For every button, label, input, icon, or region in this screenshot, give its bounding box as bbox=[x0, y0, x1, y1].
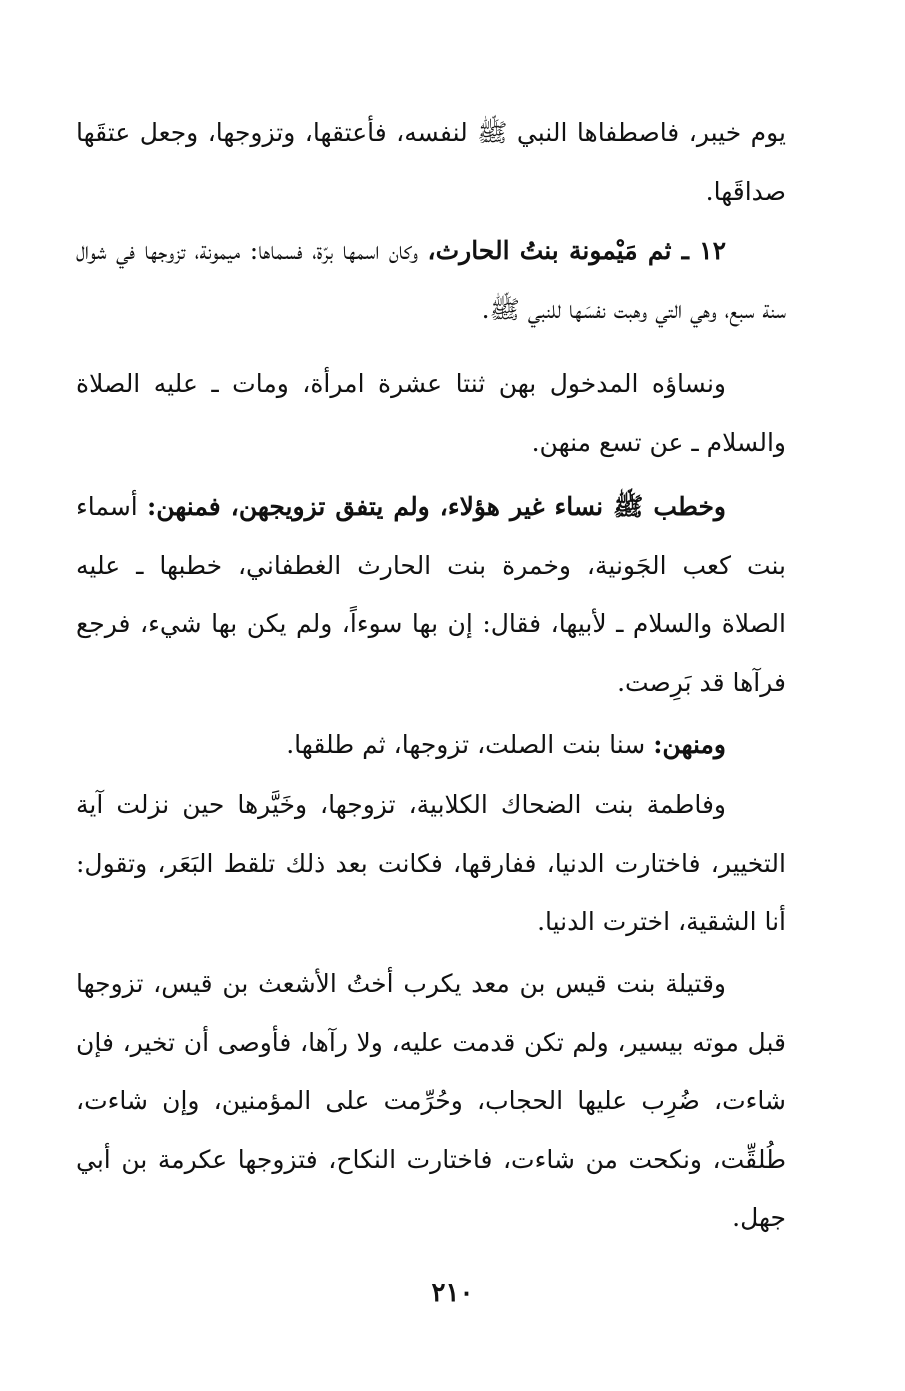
paragraph-heading: ومنهن: bbox=[653, 730, 726, 759]
paragraph-text: وقتيلة بنت قيس بن معد يكرب أختُ الأشعث بن قيس، تزوجها قبل موته بيسير، ولم تكن قدمت عليه، ولا رآها، فأوصى أن تخير، فإن شاءت، ضُرِب عليها الحجاب، وحُرِّمت على المؤمنين، وإن شاءت، طُلقِّت، ونكحت من شاءت، فاختارت النكاح، فتزوجها عكرمة بن أبي جهل. bbox=[76, 969, 786, 1232]
paragraph-proposals bbox=[76, 478, 786, 712]
paragraph-safiyya-end bbox=[76, 104, 786, 221]
paragraph-heading: وخطب ﷺ نساء غير هؤلاء، ولم يتفق تزويجهن، فمنهن: bbox=[147, 492, 726, 521]
paragraph-text: ونساؤه المدخول بهن ثنتا عشرة امرأة، ومات ـ عليه الصلاة والسلام ـ عن تسع منهن. bbox=[76, 369, 786, 457]
paragraph-text: وفاطمة بنت الضحاك الكلابية، تزوجها، وخَيَّرها حين نزلت آية التخيير، فاختارت الدنيا، ففارقها، فكانت بعد ذلك تلقط البَعَر، وتقول: أنا الشقية، اخترت الدنيا. bbox=[76, 790, 786, 936]
paragraph-qutayla bbox=[76, 955, 786, 1248]
paragraph-body: سنا بنت الصلت، تزوجها، ثم طلقها. bbox=[286, 730, 654, 759]
paragraph-maymuna bbox=[76, 222, 786, 339]
page-number: ٢١٠ bbox=[431, 1278, 474, 1308]
paragraph-text bbox=[76, 716, 786, 775]
paragraph-heading: ١٢ ـ ثم مَيْمونة بنتُ الحارث، bbox=[427, 236, 726, 265]
paragraph-text bbox=[76, 478, 786, 712]
paragraph-sana bbox=[76, 716, 786, 775]
paragraph-text: يوم خيبر، فاصطفاها النبي ﷺ لنفسه، فأعتقها، وتزوجها، وجعل عتقَها صداقَها. bbox=[76, 118, 786, 206]
paragraph-body: وكان اسمها برّة، فسماها: ميمونة، تزوجها في شوال سنة سبع، وهي التي وهبت نفسَها للنبي ﷺ. bbox=[76, 236, 786, 324]
paragraph-body: أسماء بنت كعب الجَونية، وخمرة بنت الحارث الغطفاني، خطبها ـ عليه الصلاة والسلام ـ لأبيها، فقال: إن بها سوءاً، ولم يكن بها شيء، فرجع فرآها قد بَرِصت. bbox=[76, 492, 786, 697]
paragraph-text bbox=[76, 222, 786, 339]
paragraph-wives-count bbox=[76, 355, 786, 472]
paragraph-fatima bbox=[76, 776, 786, 952]
